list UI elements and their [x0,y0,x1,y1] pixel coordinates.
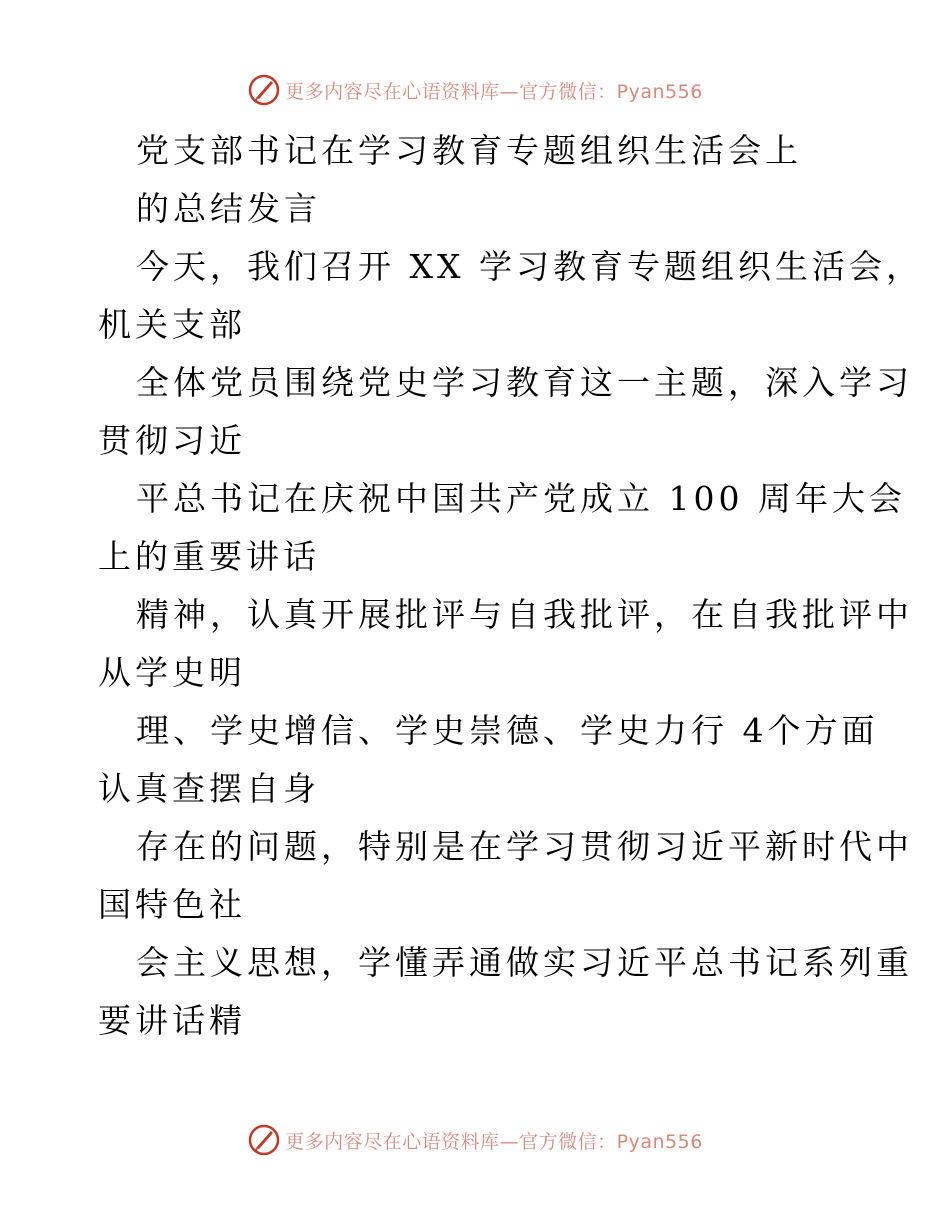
footer-banner [0,1120,950,1160]
document-title-line-2: 的总结发言 [136,189,321,228]
paragraph-line: 精神，认真开展批评与自我批评，在自我批评中 [136,595,913,634]
quill-logo-icon [247,73,281,107]
footer-banner-text: 更多内容尽在心语资料库—官方微信：Pyan556 [285,1130,703,1153]
paragraph-line: 认真查摆自身 [98,769,320,808]
paragraph-line: 国特色社 [98,885,246,924]
header-banner [0,70,950,110]
paragraph-line: 上的重要讲话 [98,537,320,576]
paragraph-line: 全体党员围绕党史学习教育这一主题，深入学习 [136,363,913,402]
paragraph-line: 理、学史增信、学史崇德、学史力行 4个方面 [136,711,879,750]
document-body [98,122,923,1050]
paragraph-line: 机关支部 [98,305,246,344]
paragraph-line: 要讲话精 [98,1001,246,1040]
paragraph-line: 存在的问题，特别是在学习贯彻习近平新时代中 [136,827,913,866]
quill-logo-icon [247,1123,281,1157]
document-title-line-1: 党支部书记在学习教育专题组织生活会上 [136,131,802,170]
header-banner-text: 更多内容尽在心语资料库—官方微信：Pyan556 [285,80,703,103]
paragraph-line: 从学史明 [98,653,246,692]
paragraph-line: 今天，我们召开 XX 学习教育专题组织生活会， [136,247,923,286]
paragraph-line: 会主义思想，学懂弄通做实习近平总书记系列重 [136,943,913,982]
paragraph-line: 贯彻习近 [98,421,246,460]
paragraph-line: 平总书记在庆祝中国共产党成立 100 周年大会 [136,479,906,518]
